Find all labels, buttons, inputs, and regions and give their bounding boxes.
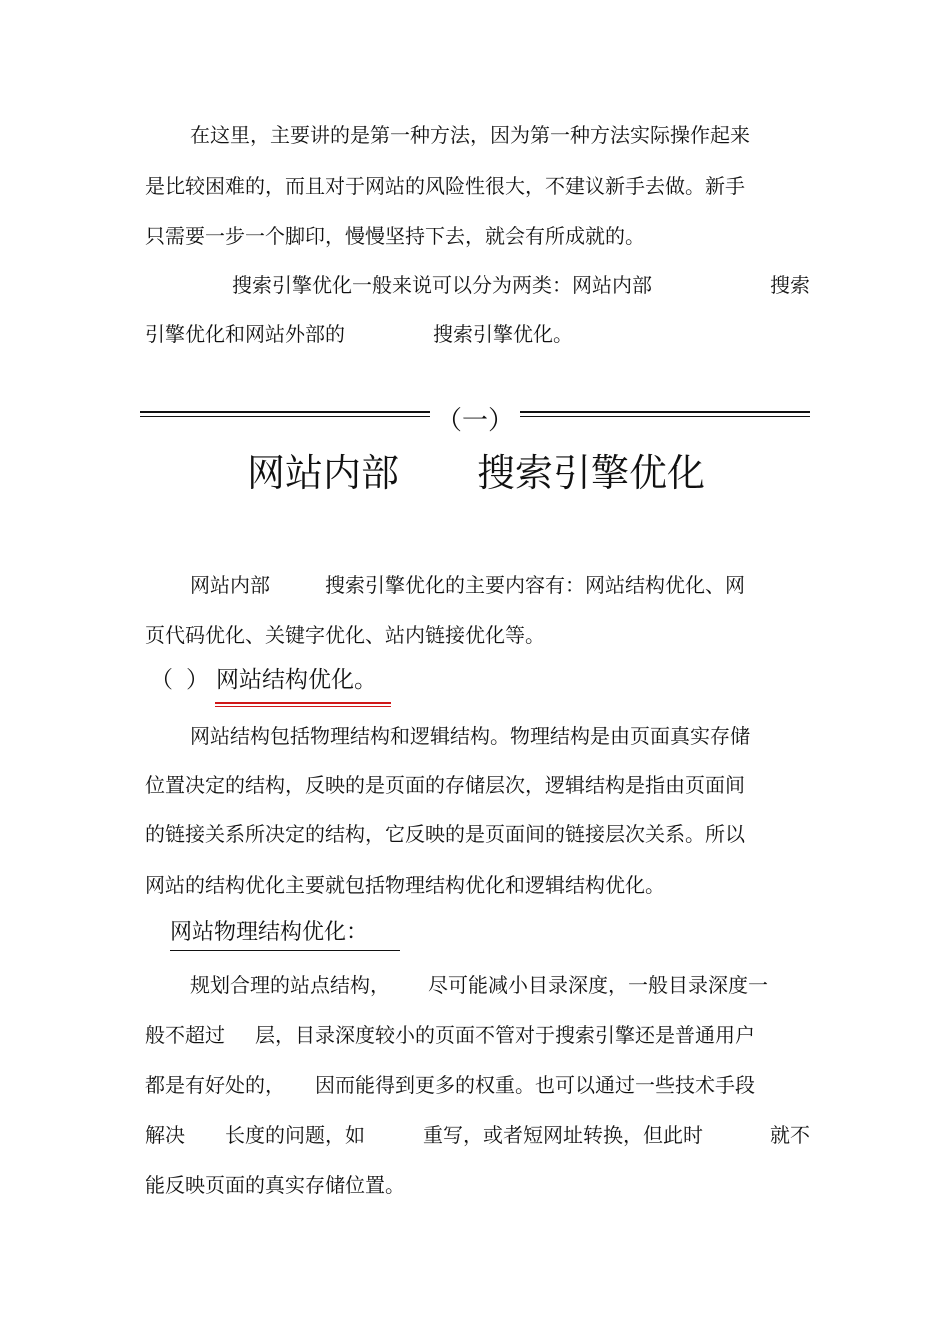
intro-line-3: 只需要一步一个脚印，慢慢坚持下去，就会有所成就的。 <box>145 224 645 248</box>
structure-line-4: 网站的结构优化主要就包括物理结构优化和逻辑结构优化。 <box>145 873 665 897</box>
physical-heading-underline <box>170 950 400 951</box>
classification-line-2: 引擎优化和网站外部的 搜索引擎优化。 <box>145 322 573 346</box>
main-content-line-1: 网站内部 搜索引擎优化的主要内容有：网站结构优化、网 <box>190 573 745 597</box>
classification-line-1: 搜索引擎优化一般来说可以分为两类：网站内部 搜索 <box>232 273 810 297</box>
main-content-line-2: 页代码优化、关键字优化、站内链接优化等。 <box>145 623 545 647</box>
physical-line-4: 解决 长度的问题，如 重写，或者短网址转换，但此时 就不 <box>145 1123 810 1147</box>
physical-line-2: 般不超过 层，目录深度较小的页面不管对于搜索引擎还是普通用户 <box>145 1023 755 1047</box>
subsection-paren-close: ） <box>186 667 209 693</box>
intro-line-2: 是比较困难的，而且对于网站的风险性很大，不建议新手去做。新手 <box>145 174 745 198</box>
subsection-heading <box>150 664 377 696</box>
structure-line-2: 位置决定的结构，反映的是页面的存储层次，逻辑结构是指由页面间 <box>145 773 745 797</box>
section-title-part-1: 网站内部 <box>247 451 400 495</box>
subsection-paren-open: （ <box>150 667 173 693</box>
section-number: （一） <box>0 404 950 438</box>
structure-line-3: 的链接关系所决定的结构，它反映的是页面间的链接层次关系。所以 <box>145 822 745 846</box>
structure-line-1: 网站结构包括物理结构和逻辑结构。物理结构是由页面真实存储 <box>190 724 750 748</box>
subsection-title: 网站结构优化。 <box>216 667 377 693</box>
physical-line-5: 能反映页面的真实存储位置。 <box>145 1173 405 1197</box>
subsection-red-rule-bottom <box>215 706 391 707</box>
physical-line-1: 规划合理的站点结构， 尽可能减小目录深度，一般目录深度一 <box>190 973 768 997</box>
section-title-part-2: 搜索引擎优化 <box>477 451 706 495</box>
subsection-red-rule-top <box>215 702 391 704</box>
physical-structure-heading: 网站物理结构优化： <box>170 920 369 945</box>
intro-line-1: 在这里，主要讲的是第一种方法，因为第一种方法实际操作起来 <box>190 123 750 147</box>
physical-line-3: 都是有好处的， 因而能得到更多的权重。也可以通过一些技术手段 <box>145 1073 755 1097</box>
